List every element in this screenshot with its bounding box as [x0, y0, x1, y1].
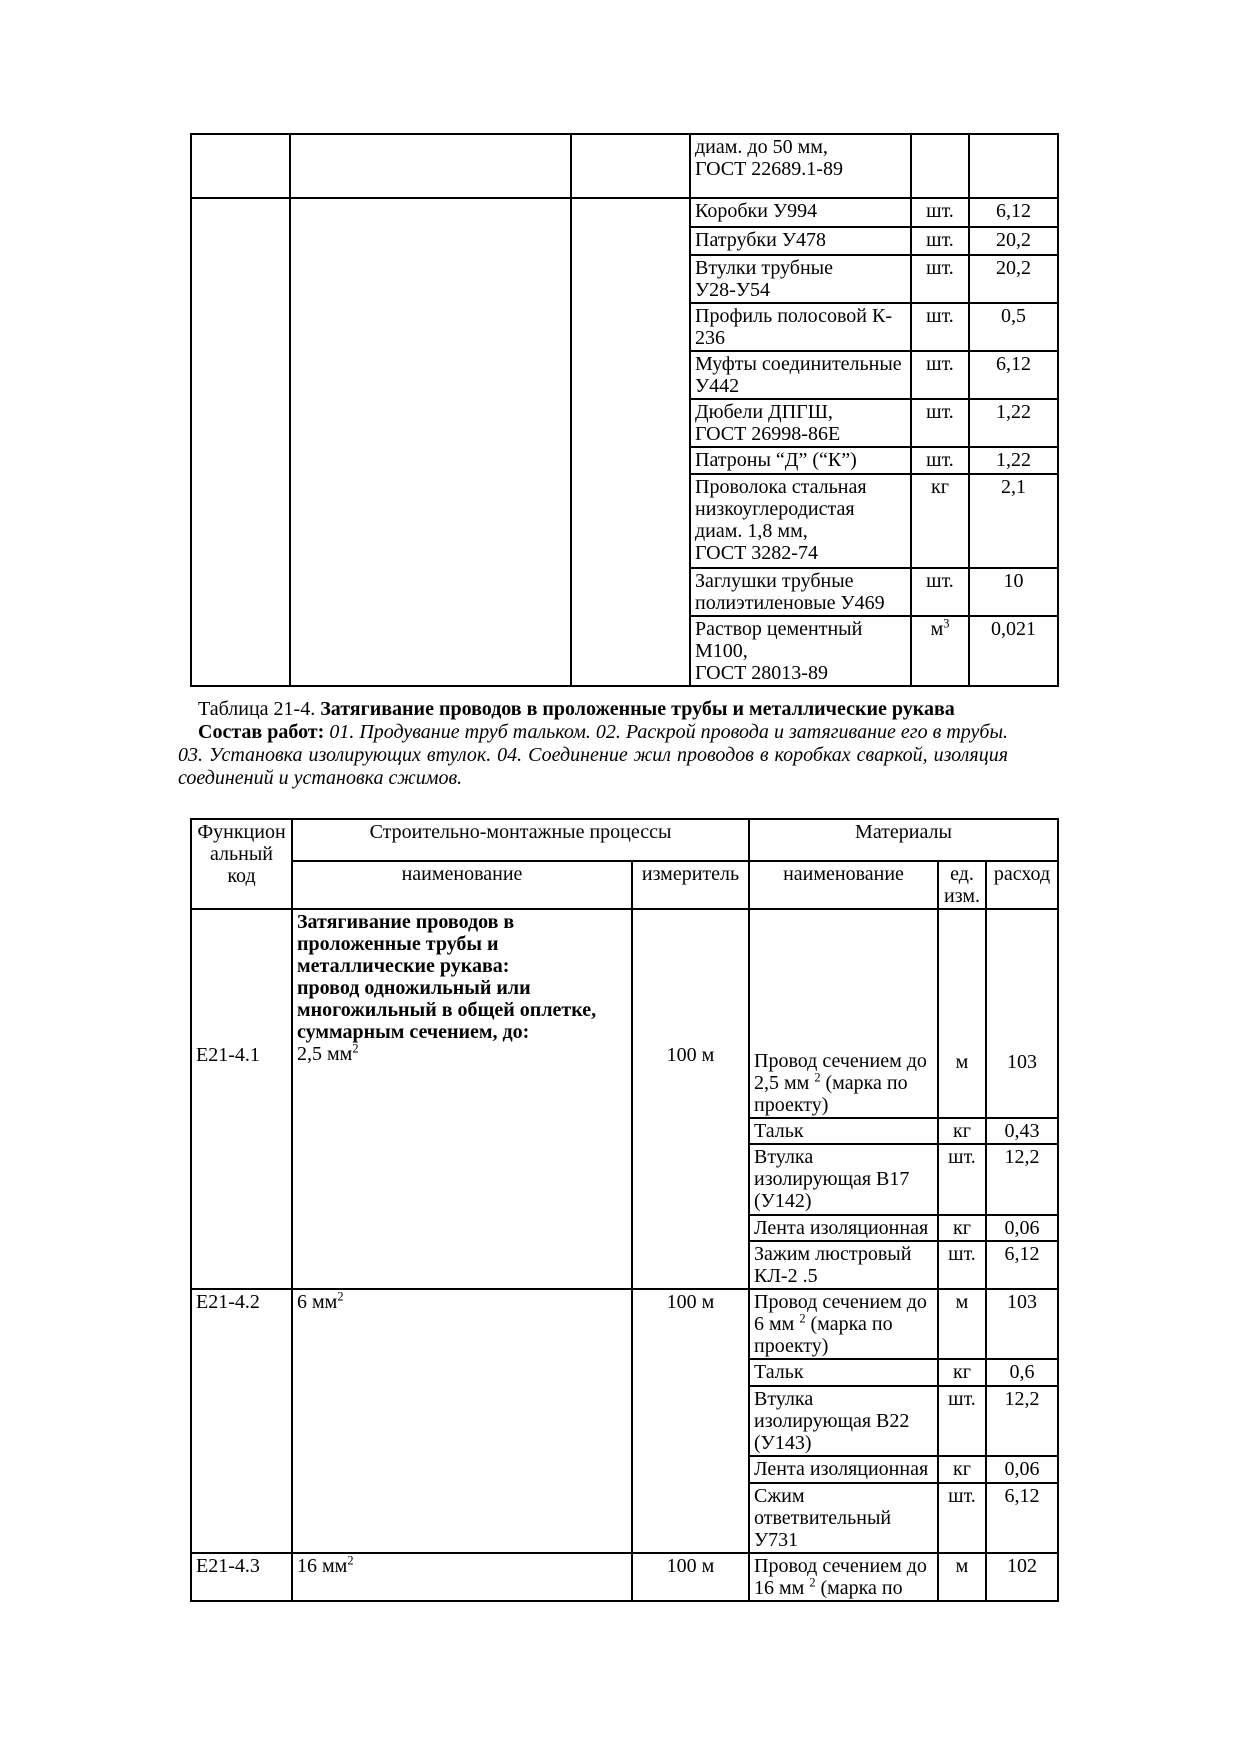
header-group-materials: Материалы — [749, 819, 1058, 861]
section-code-cell: Е21-4.1 — [191, 909, 292, 1289]
material-qty-cell: 103 — [986, 909, 1058, 1118]
material-unit-cell: шт. — [911, 227, 969, 255]
material-unit-cell: $м^3$ — [911, 616, 969, 686]
material-qty-cell: 20,2 — [969, 227, 1058, 255]
material-unit-cell: шт. — [911, 255, 969, 303]
material-qty-cell: 20,2 — [969, 255, 1058, 303]
works-label: Состав работ: — [198, 721, 330, 743]
table-row — [191, 134, 1058, 198]
material-unit-cell: м — [938, 909, 986, 1118]
caption-title: Затягивание проводов в проложенные трубы и металлические рукава — [320, 698, 955, 720]
material-qty-cell: 102 — [986, 1553, 1058, 1601]
material-name-cell: Провод сечением до 16 мм $^2$ (марка по — [749, 1553, 938, 1601]
caption-label: Таблица 21-4. — [198, 698, 321, 720]
material-qty-cell: 6,12 — [969, 351, 1058, 399]
header-process-name: наименование — [292, 861, 632, 909]
section-row — [191, 1289, 1058, 1359]
section-measure-cell: 100 м — [632, 1553, 749, 1601]
material-name-cell: Втулки трубные У28-У54 — [690, 255, 911, 303]
material-name-cell: Лента изоляционная — [749, 1456, 938, 1483]
material-qty-cell: 0,43 — [986, 1118, 1058, 1144]
material-qty-cell: 12,2 — [986, 1386, 1058, 1456]
caption-line — [178, 698, 1008, 721]
empty-measure-cell — [571, 134, 690, 198]
header-row — [191, 861, 1058, 909]
main-table — [190, 818, 1059, 1602]
section-code-cell: Е21-4.3 — [191, 1553, 292, 1601]
material-qty-cell: 103 — [986, 1289, 1058, 1359]
material-qty-cell: 0,06 — [986, 1456, 1058, 1483]
material-qty-cell: 0,6 — [986, 1359, 1058, 1386]
material-name-cell: Провод сечением до 6 мм $^2$ (марка по проекту) — [749, 1289, 938, 1359]
header-unit: ед. изм. — [938, 861, 986, 909]
material-name-cell: Втулка изолирующая В22 (У143) — [749, 1386, 938, 1456]
material-unit-cell: м — [938, 1289, 986, 1359]
process-item: 2,5 $мм^2$ — [297, 1041, 359, 1065]
material-unit-cell: шт. — [911, 303, 969, 351]
material-qty-cell — [969, 134, 1058, 198]
material-name-cell: Провод сечением до 2,5 мм $^2$ (марка по проекту) — [749, 909, 938, 1118]
section-row — [191, 1553, 1058, 1601]
header-group-processes: Строительно-монтажные процессы — [292, 819, 749, 861]
material-unit-cell — [911, 134, 969, 198]
material-name-cell: Муфты соединительные У442 — [690, 351, 911, 399]
material-unit-cell: шт. — [938, 1241, 986, 1289]
material-unit-cell: кг — [938, 1215, 986, 1241]
material-unit-cell: шт. — [911, 399, 969, 447]
continuation-table — [190, 133, 1059, 687]
material-qty-cell: 1,22 — [969, 399, 1058, 447]
material-unit-cell: кг — [938, 1359, 986, 1386]
material-name-cell: Профиль полосовой К- 236 — [690, 303, 911, 351]
section-measure-cell: 100 м — [632, 909, 749, 1289]
material-unit-cell: м — [938, 1553, 986, 1601]
header-code: Функцион альный код — [191, 819, 292, 909]
material-unit-cell: шт. — [938, 1144, 986, 1215]
material-unit-cell: кг — [938, 1118, 986, 1144]
material-name-cell: Патрубки У478 — [690, 227, 911, 255]
material-name-cell: Патроны “Д” (“К”) — [690, 447, 911, 474]
material-qty-cell: 1,22 — [969, 447, 1058, 474]
empty-code-cell — [191, 134, 290, 198]
material-qty-cell: 0,06 — [986, 1215, 1058, 1241]
section-measure-cell: 100 м — [632, 1289, 749, 1553]
material-name-cell: Зажим люстровый КЛ-2 .5 — [749, 1241, 938, 1289]
works-paragraph — [178, 721, 1008, 790]
section-process-cell — [292, 909, 632, 1289]
material-unit-cell: шт. — [938, 1483, 986, 1553]
material-qty-cell: 6,12 — [969, 198, 1058, 227]
empty-code-cell — [191, 198, 290, 686]
material-name-cell: диам. до 50 мм, ГОСТ 22689.1-89 — [690, 134, 911, 198]
material-unit-cell: шт. — [938, 1386, 986, 1456]
material-unit-cell: кг — [911, 474, 969, 568]
material-qty-cell: 10 — [969, 568, 1058, 616]
header-material-name: наименование — [749, 861, 938, 909]
material-name-cell: Проволока стальная низкоуглеродистая диам. 1,8 мм, ГОСТ 3282-74 — [690, 474, 911, 568]
material-name-cell: Лента изоляционная — [749, 1215, 938, 1241]
table-caption-block — [178, 698, 1008, 790]
section-code-cell: Е21-4.2 — [191, 1289, 292, 1553]
section-process-cell — [292, 1553, 632, 1601]
header-measure: измеритель — [632, 861, 749, 909]
material-name-cell: Коробки У994 — [690, 198, 911, 227]
section-process-cell — [292, 1289, 632, 1553]
process-intro: Затягивание проводов в проложенные трубы и металлические рукава: провод одножильный или многожильный в общей оплетке, суммарным сечением, до: — [297, 911, 597, 1043]
material-qty-cell: 6,12 — [986, 1241, 1058, 1289]
works-text: 01. Продувание труб тальком. 02. Раскрой провода и затягивание его в трубы. 03. Установка изолирующих втулок. 04. Соединение жил проводов в коробках сваркой, изоляция соединений и установка сжимов. — [178, 721, 1008, 789]
material-unit-cell: кг — [938, 1456, 986, 1483]
material-qty-cell: 0,021 — [969, 616, 1058, 686]
header-qty: расход — [986, 861, 1058, 909]
section-row — [191, 909, 1058, 1118]
header-row — [191, 819, 1058, 861]
material-unit-cell: шт. — [911, 568, 969, 616]
material-unit-cell: шт. — [911, 351, 969, 399]
process-item: 16 $мм^2$ — [297, 1553, 354, 1577]
material-unit-cell: шт. — [911, 198, 969, 227]
empty-process-cell — [290, 198, 571, 686]
material-name-cell: Втулка изолирующая В17 (У142) — [749, 1144, 938, 1215]
material-qty-cell: 0,5 — [969, 303, 1058, 351]
material-name-cell: Тальк — [749, 1359, 938, 1386]
material-name-cell: Тальк — [749, 1118, 938, 1144]
material-unit-cell: шт. — [911, 447, 969, 474]
material-name-cell: Сжим ответвительный У731 — [749, 1483, 938, 1553]
material-name-cell: Раствор цементный М100, ГОСТ 28013-89 — [690, 616, 911, 686]
empty-process-cell — [290, 134, 571, 198]
material-name-cell: Дюбели ДПГШ, ГОСТ 26998-86Е — [690, 399, 911, 447]
process-item: 6 $мм^2$ — [297, 1289, 344, 1313]
empty-measure-cell — [571, 198, 690, 686]
table-row — [191, 198, 1058, 227]
material-qty-cell: 6,12 — [986, 1483, 1058, 1553]
material-qty-cell: 2,1 — [969, 474, 1058, 568]
material-name-cell: Заглушки трубные полиэтиленовые У469 — [690, 568, 911, 616]
material-qty-cell: 12,2 — [986, 1144, 1058, 1215]
